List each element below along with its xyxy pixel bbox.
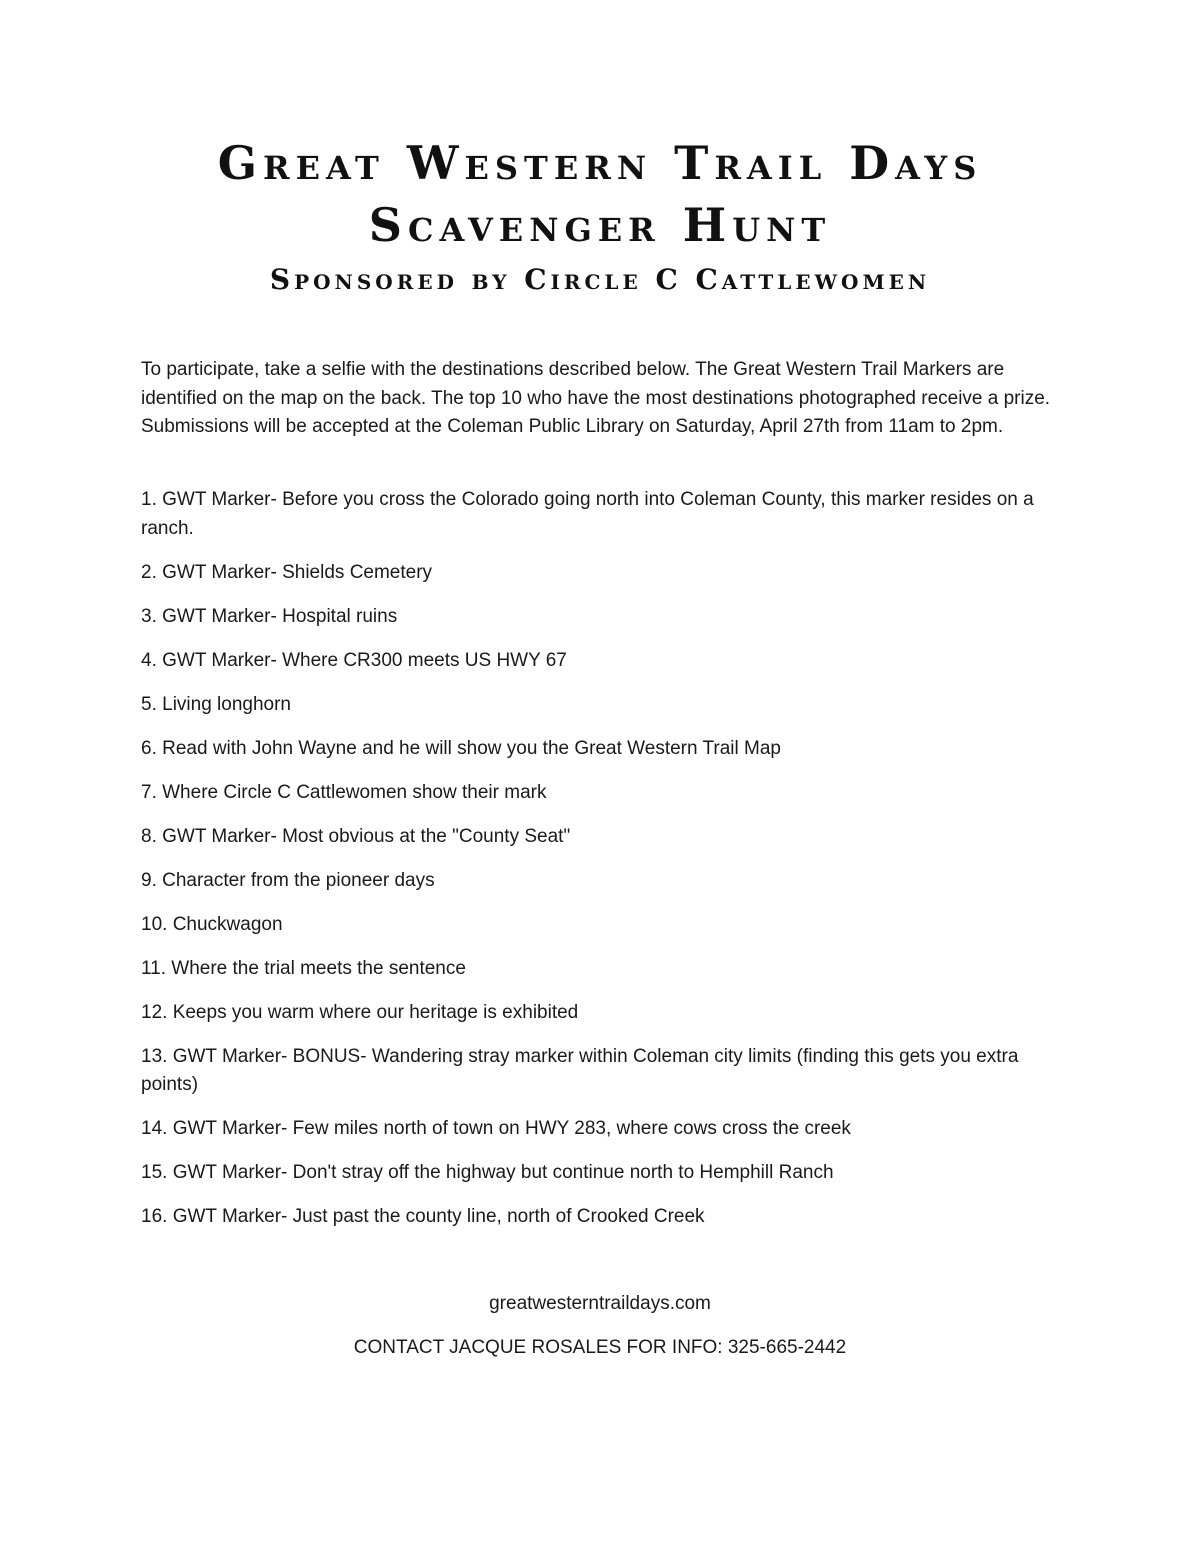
title-line-1: Great Western Trail Days (217, 136, 983, 190)
list-item: 14. GWT Marker- Few miles north of town on HWY 283, where cows cross the creek (141, 1118, 851, 1139)
list-item: 5. Living longhorn (141, 693, 291, 715)
list-item: 8. GWT Marker- Most obvious at the "County Seat" (141, 825, 571, 847)
list-item: 9. Character from the pioneer days (141, 869, 435, 891)
list-item: 2. GWT Marker- Shields Cemetery (141, 561, 433, 583)
list-item: 11. Where the trial meets the sentence (141, 957, 466, 979)
sponsor-subtitle: Sponsored by Circle C Cattlewomen (269, 263, 931, 296)
title-line-2: Scavenger Hunt (368, 198, 832, 252)
list-item: 13. GWT Marker- BONUS- Wandering stray marker within Coleman city limits (finding this gets you extra points) (141, 1045, 1019, 1095)
list-item: 15. GWT Marker- Don't stray off the highway but continue north to Hemphill Ranch (141, 1162, 834, 1183)
list-item: 6. Read with John Wayne and he will show you the Great Western Trail Map (141, 737, 781, 759)
list-item: 12. Keeps you warm where our heritage is exhibited (141, 1001, 579, 1023)
list-item: 10. Chuckwagon (141, 913, 283, 935)
list-item: 16. GWT Marker- Just past the county line, north of Crooked Creek (141, 1206, 705, 1227)
list-item: 1. GWT Marker- Before you cross the Colorado going north into Coleman County, this marker resides on a ranch. (141, 489, 1034, 539)
website-url: greatwesterntraildays.com (489, 1293, 711, 1314)
contact-info: CONTACT JACQUE ROSALES FOR INFO: 325-665-2442 (353, 1337, 847, 1358)
intro-paragraph: To participate, take a selfie with the destinations described below. The Great Western Trail Markers are identified on the map on the back. The top 10 who have the most destinations photographed receive a prize. Submissions will be accepted at the Coleman Public Library on Saturday, April 27th from 11am to 2pm. (141, 359, 1051, 437)
list-item: 7. Where Circle C Cattlewomen show their mark (141, 781, 547, 803)
list-item: 3. GWT Marker- Hospital ruins (141, 605, 398, 627)
list-item: 4. GWT Marker- Where CR300 meets US HWY 67 (141, 649, 567, 671)
destination-list (141, 486, 1061, 1247)
